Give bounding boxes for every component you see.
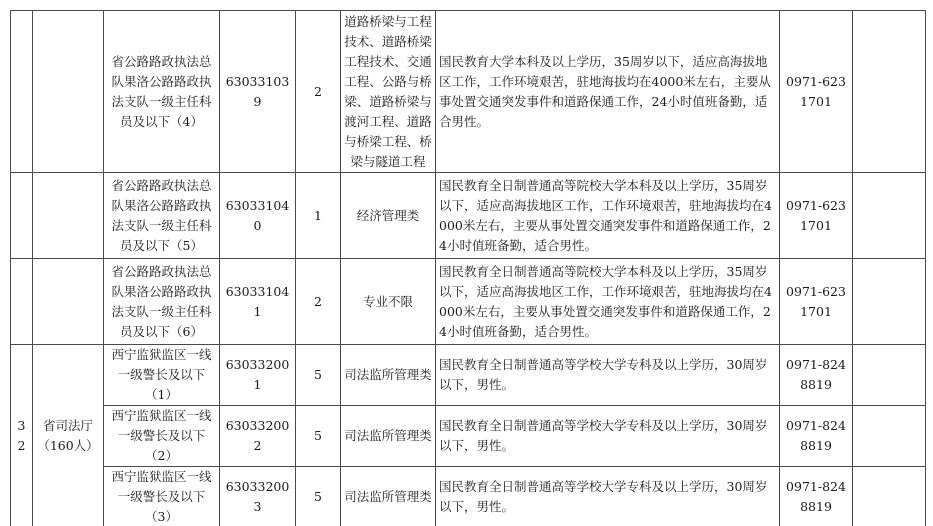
table-row [11, 173, 926, 259]
count-cell: 2 [296, 259, 341, 345]
remark-cell [853, 173, 926, 259]
code-cell: 630332002 [220, 406, 296, 467]
remark-cell [853, 345, 926, 406]
group-department-cell: 省司法厅（160人） [33, 345, 104, 526]
major-cell: 经济管理类 [341, 173, 436, 259]
phone-cell: 0971-8248819 [780, 467, 853, 526]
table-row [11, 259, 926, 345]
index-cell [11, 259, 33, 345]
requirement-cell: 国民教育大学本科及以上学历，35周岁以下，适应高海拔地区工作，工作环境艰苦，驻地海拔均在4000米左右，主要从事处置交通突发事件和道路保通工作，24小时值班备勤，适合男性。 [436, 11, 780, 173]
code-cell: 630332003 [220, 467, 296, 526]
position-cell: 西宁监狱监区一线一级警长及以下（1） [104, 345, 220, 406]
count-cell: 2 [296, 11, 341, 173]
position-cell: 西宁监狱监区一线一级警长及以下（3） [104, 467, 220, 526]
count-cell: 5 [296, 406, 341, 467]
remark-cell [853, 11, 926, 173]
department-cell [33, 173, 104, 259]
department-cell [33, 259, 104, 345]
remark-cell [853, 259, 926, 345]
position-cell: 西宁监狱监区一线一级警长及以下（2） [104, 406, 220, 467]
major-cell: 司法监所管理类 [341, 406, 436, 467]
code-cell: 630332001 [220, 345, 296, 406]
remark-cell [853, 406, 926, 467]
phone-cell: 0971-6231701 [780, 173, 853, 259]
table-row [11, 11, 926, 173]
major-cell: 道路桥梁与工程技术、道路桥梁工程技术、交通工程、公路与桥梁、道路桥梁与渡河工程、道路与桥梁工程、桥梁与隧道工程 [341, 11, 436, 173]
phone-cell: 0971-8248819 [780, 345, 853, 406]
table-row [11, 406, 926, 467]
count-cell: 5 [296, 345, 341, 406]
code-cell: 630331039 [220, 11, 296, 173]
position-cell: 省公路路政执法总队果洛公路路政执法支队一级主任科员及以下（4） [104, 11, 220, 173]
code-cell: 630331040 [220, 173, 296, 259]
department-cell [33, 11, 104, 173]
table-row [11, 345, 926, 406]
group-index-cell: 32 [11, 345, 33, 526]
recruitment-table [10, 10, 926, 526]
major-cell: 司法监所管理类 [341, 345, 436, 406]
position-cell: 省公路路政执法总队果洛公路路政执法支队一级主任科员及以下（5） [104, 173, 220, 259]
requirement-cell: 国民教育全日制普通高等学校大学专科及以上学历，30周岁以下，男性。 [436, 467, 780, 526]
requirement-cell: 国民教育全日制普通高等学校大学专科及以上学历，30周岁以下，男性。 [436, 345, 780, 406]
phone-cell: 0971-6231701 [780, 259, 853, 345]
major-cell: 司法监所管理类 [341, 467, 436, 526]
phone-cell: 0971-6231701 [780, 11, 853, 173]
count-cell: 1 [296, 173, 341, 259]
phone-cell: 0971-8248819 [780, 406, 853, 467]
code-cell: 630331041 [220, 259, 296, 345]
position-cell: 省公路路政执法总队果洛公路路政执法支队一级主任科员及以下（6） [104, 259, 220, 345]
table-row [11, 467, 926, 526]
count-cell: 5 [296, 467, 341, 526]
remark-cell [853, 467, 926, 526]
requirement-cell: 国民教育全日制普通高等院校大学本科及以上学历，35周岁以下，适应高海拔地区工作，工作环境艰苦，驻地海拔均在4000米左右，主要从事处置交通突发事件和道路保通工作，24小时值班备勤，适合男性。 [436, 259, 780, 345]
index-cell [11, 173, 33, 259]
major-cell: 专业不限 [341, 259, 436, 345]
requirement-cell: 国民教育全日制普通高等学校大学专科及以上学历，30周岁以下，男性。 [436, 406, 780, 467]
requirement-cell: 国民教育全日制普通高等院校大学本科及以上学历，35周岁以下，适应高海拔地区工作，工作环境艰苦，驻地海拔均在4000米左右，主要从事处置交通突发事件和道路保通工作，24小时值班备勤，适合男性。 [436, 173, 780, 259]
index-cell [11, 11, 33, 173]
